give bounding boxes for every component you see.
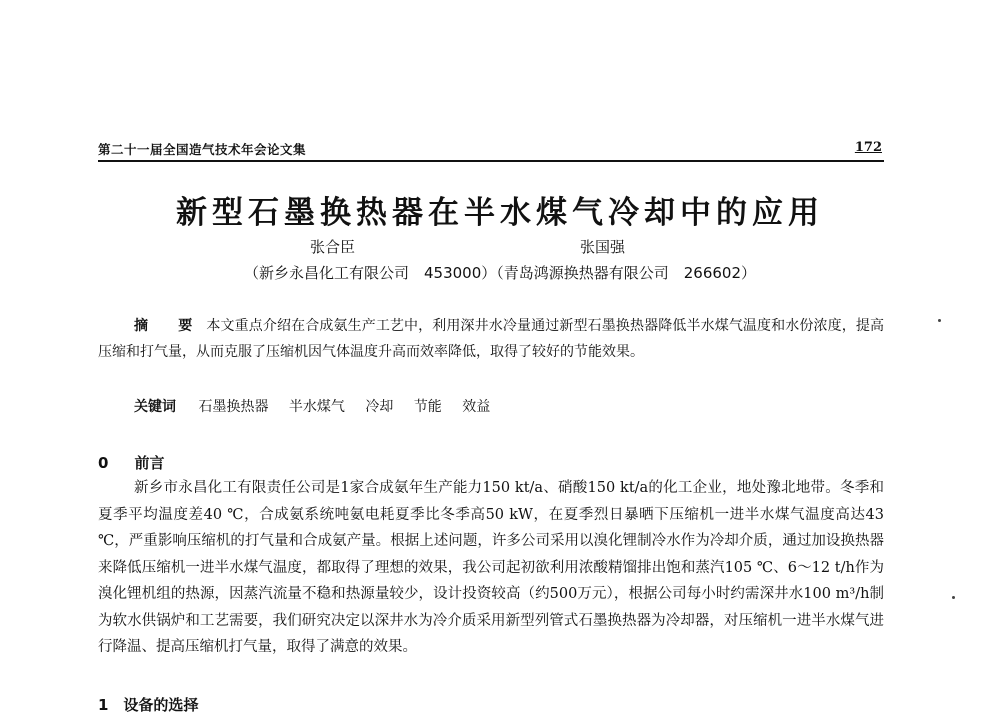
running-header bbox=[98, 140, 884, 162]
author-1: 张合臣 bbox=[310, 238, 356, 256]
author-2: 张国强 bbox=[580, 238, 626, 256]
scan-speck bbox=[952, 596, 955, 599]
keywords bbox=[134, 396, 506, 416]
keyword: 节能 bbox=[413, 399, 442, 415]
keyword: 石墨换热器 bbox=[198, 399, 269, 415]
next-section-heading: 1 设备的选择 bbox=[98, 696, 199, 714]
section-heading bbox=[98, 452, 164, 473]
journal-name: 第二十一届全国造气技术年会论文集 bbox=[98, 142, 307, 157]
abstract bbox=[98, 313, 884, 365]
affiliations: （新乡永昌化工有限公司 453000）（青岛鸿源换热器有限公司 266602） bbox=[243, 264, 757, 282]
abstract-label: 摘 要 bbox=[134, 318, 201, 334]
abstract-text: 本文重点介绍在合成氨生产工艺中，利用深井水冷量通过新型石墨换热器降低半水煤气温度和水份浓度，提高压缩和打气量，从而克服了压缩机因气体温度升高而效率降低，取得了较好的节能效果。 bbox=[98, 318, 885, 360]
keywords-label: 关键词 bbox=[134, 399, 176, 415]
body-paragraph: 新乡市永昌化工有限责任公司是1家合成氨年生产能力150 kt/a、硝酸150 kt/a的化工企业，地处豫北地带。冬季和夏季平均温度差40 ℃，合成氨系统吨氨电耗夏季比冬季高50 kW，在夏季烈日暴晒下压缩机一进半水煤气温度高达43 ℃，严重影响压缩机的打气量和合成氨产量。根据上述问题，许多公司采用以溴化锂制冷水作为冷却介质，通过加设换热器来降低压缩机一进半水煤气温度，都取得了理想的效果，我公司起初欲利用浓酸精馏排出饱和蒸汽105 ℃、6～12 t/h作为溴化锂机组的热源，因蒸汽流量不稳和热源量较少，设计投资较高（约500万元），根据公司每小时约需深井水100 m³/h制为软水供锅炉和工艺需要，我们研究决定以深井水为冷介质采用新型列管式石墨换热器为冷却器，对压缩机一进半水煤气进行降温、提高压缩机打气量，取得了满意的效果。 bbox=[98, 480, 884, 655]
keyword: 冷却 bbox=[365, 399, 394, 415]
scan-speck bbox=[938, 319, 941, 322]
page-number: 172 bbox=[854, 140, 882, 155]
keyword: 效益 bbox=[462, 399, 491, 415]
section-number: 0 bbox=[98, 454, 109, 472]
section-title: 前言 bbox=[134, 454, 165, 472]
keyword: 半水煤气 bbox=[288, 399, 345, 415]
article-title: 新型石墨换热器在半水煤气冷却中的应用 bbox=[176, 195, 824, 231]
